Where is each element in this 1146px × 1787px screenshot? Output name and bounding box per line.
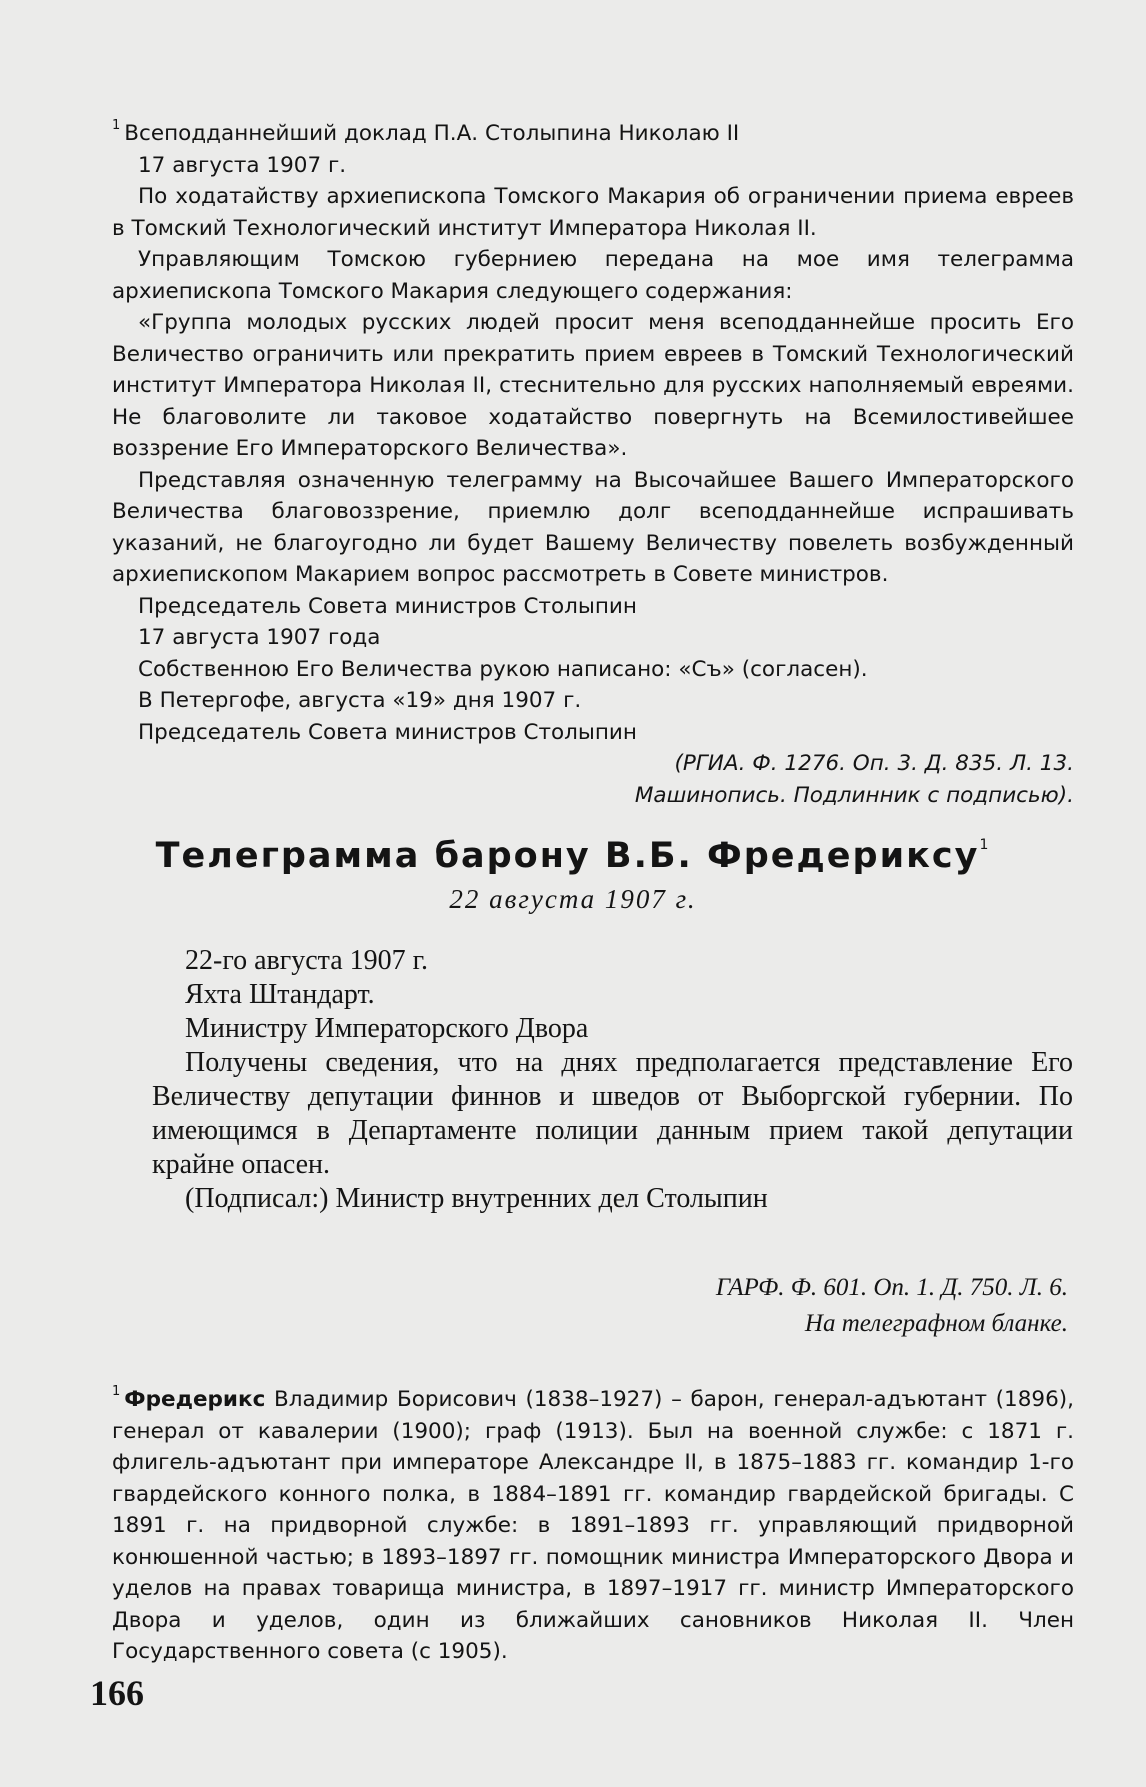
report-paragraph: Представляя означенную телеграмму на Высочайшее Вашего Императорского Величества благовоззрение, приемлю долг всеподданнейше испрашивать указаний, не благоугодно ли будет Вашему Величеству повелеть возбужденный архиепископом Макарием вопрос рассмотреть в Совете министров. [112, 467, 1074, 587]
telegram-signed: (Подписал:) Министр внутренних дел Столыпин [185, 1183, 768, 1214]
telegram-line: Яхта Штандарт. [185, 979, 375, 1010]
report-quote: «Группа молодых русских людей просит меня всеподданнейше просить Его Величество ограничить или прекратить прием евреев в Томский Технологический институт Императора Николая II, стеснительно для русских наполняемый евреями. Не благоволите ли таковое ходатайство повергнуть на Всемилостивейшее воззрение Его Императорского Величества». [112, 310, 1074, 461]
report-signature: Председатель Совета министров Столыпин [138, 719, 637, 745]
report-source: (РГИА. Ф. 1276. Оп. 3. Д. 835. Л. 13. [674, 751, 1074, 776]
report-place: В Петергофе, августа «19» дня 1907 г. [138, 688, 582, 713]
report-resolution: Собственною Его Величества рукою написано: «Съ» (согласен). [138, 656, 868, 682]
telegram-text: Получены сведения, что на днях предполагается представление Его Величеству депутации финнов и шведов от Выборгской губернии. По имеющимся в Департаменте полиции данным прием такой депутации крайне опасен. [152, 1047, 1073, 1180]
report-source: Машинопись. Подлинник с подписью). [634, 782, 1074, 808]
telegram-addressee: Министру Императорского Двора [185, 1013, 589, 1044]
report-title: $^1$ Всеподданнейший доклад П.А. Столыпина Николаю II [112, 118, 740, 146]
report-date: 17 августа 1907 г. [138, 152, 347, 178]
report-signature-date: 17 августа 1907 года [138, 625, 381, 650]
footnote-mark: 1 [112, 1384, 121, 1399]
footnote-name: Фредерикс [124, 1387, 266, 1412]
telegram-source: ГАРФ. Ф. 601. Оп. 1. Д. 750. Л. 6. На телеграфном бланке. [715, 1274, 1068, 1337]
heading-footnote-mark: 1 [979, 837, 991, 853]
footnote-text: Владимир Борисович (1838–1927) – барон, генерал-адъютант (1896), генерал от кавалерии (1900); граф (1913). Был на военной службе: с 1871 г. флигель-адъютант при императоре Александре II, в 1875–1883 гг. командир 1-го гвардейского конного полка, в 1884–1891 гг. командир гвардейской бригады. С 1891 г. на придворной службе: в 1891–1893 гг. управляющий придворной конюшенной частью; в 1893–1897 гг. помощник министра Императорского Двора и уделов на правах товарища министра, в 1897–1917 гг. министр Императорского Двора и уделов, один из ближайших сановников Николая II. Член Государственного совета (с 1905). [112, 1387, 1074, 1664]
report-signature: Председатель Совета министров Столыпин [138, 593, 637, 619]
telegram-date: 22 августа 1907 г. [449, 884, 697, 914]
report-block [112, 110, 1074, 811]
telegram-body [152, 944, 1073, 1216]
footnote-mark: 1 [112, 118, 121, 133]
report-paragraph: По ходатайству архиепископа Томского Макария об ограничении приема евреев в Томский Технологический институт Императора Николая II. [112, 184, 1074, 241]
telegram-heading: Телеграмма барону В.Б. Фредериксу$^1$ [155, 836, 991, 876]
page-number: 166 [90, 1673, 144, 1713]
footnote [112, 1376, 1074, 1668]
report-paragraph: Управляющим Томскою губерниею передана на мое имя телеграмма архиепископа Томского Макария следующего содержания: [112, 247, 1074, 304]
telegram-line: 22-го августа 1907 г. [185, 945, 429, 976]
